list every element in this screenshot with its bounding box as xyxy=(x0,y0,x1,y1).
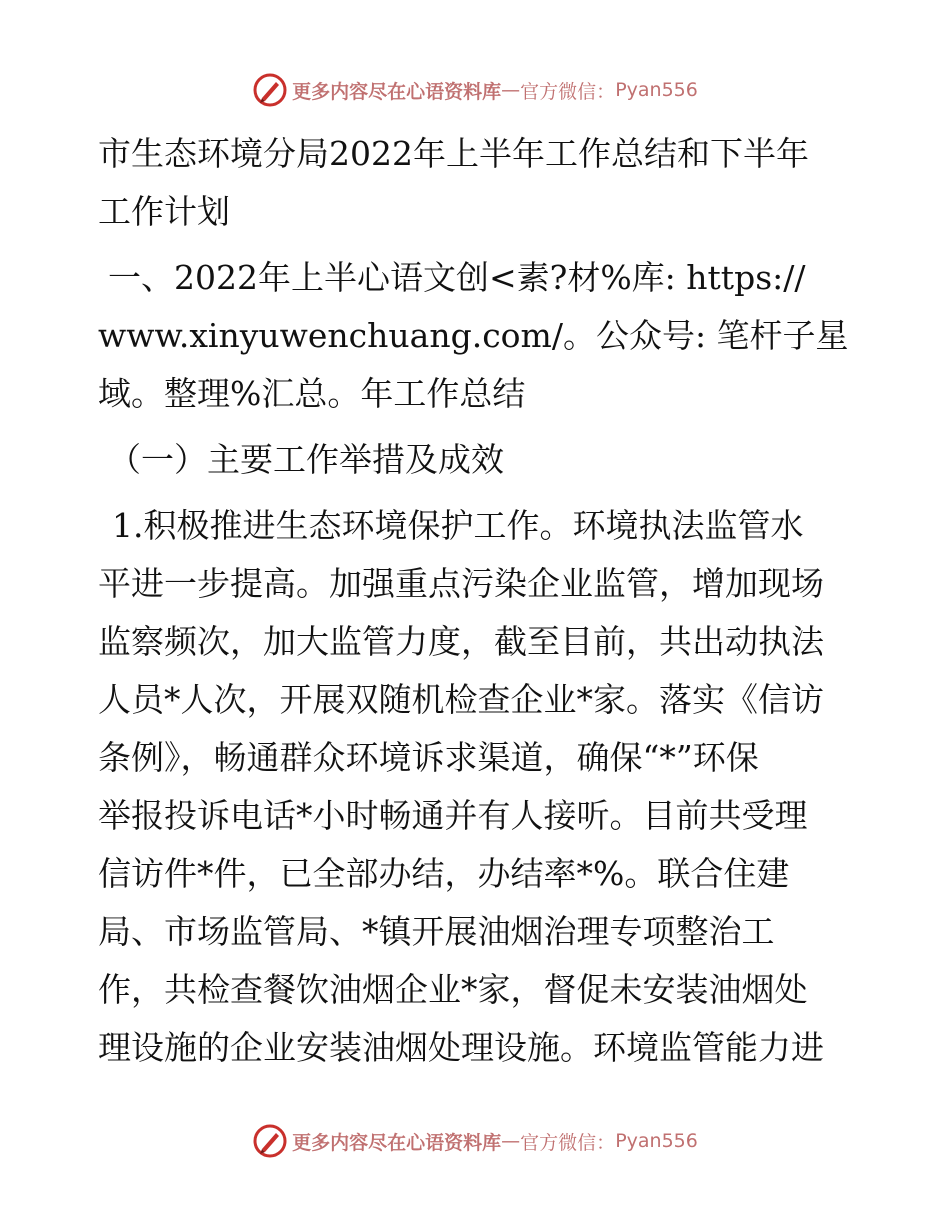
banner-separator: — xyxy=(501,79,521,101)
document-body xyxy=(98,125,858,1077)
section-heading-line-3: 域。整理%汇总。年工作总结 xyxy=(98,374,526,413)
banner-wechat-id: Pyan556 xyxy=(615,79,698,101)
paragraph-line: 1.积极推进生态环境保护工作。环境执法监管水 xyxy=(112,506,804,545)
header-watermark-banner xyxy=(0,70,950,110)
paragraph-line: 平进一步提高。加强重点污染企业监管，增加现场 xyxy=(98,564,824,603)
banner-separator: — xyxy=(501,1130,521,1152)
footer-watermark-banner xyxy=(0,1121,950,1161)
banner-brand-text: 更多内容尽在心语资料库 xyxy=(292,1131,502,1154)
paragraph-line: 监察频次，加大监管力度，截至目前，共出动执法 xyxy=(98,622,824,661)
banner-wechat-label: 官方微信： xyxy=(520,1131,616,1154)
section-heading-line-1: 一、2022年上半心语文创<素?材%库: https:// xyxy=(108,258,806,297)
subsection-heading: （一）主要工作举措及成效 xyxy=(108,440,504,479)
paragraph-line: 作，共检查餐饮油烟企业*家，督促未安装油烟处 xyxy=(98,970,808,1009)
paragraph-line: 理设施的企业安装油烟处理设施。环境监管能力进 xyxy=(98,1028,824,1067)
section-heading-line-2: www.xinyuwenchuang.com/。公众号: 笔杆子星 xyxy=(98,316,849,355)
document-title-line-1: 市生态环境分局2022年上半年工作总结和下半年 xyxy=(98,134,809,173)
banner-wechat-id: Pyan556 xyxy=(615,1130,698,1152)
paragraph-line: 条例》，畅通群众环境诉求渠道，确保“*”环保 xyxy=(98,738,759,777)
paragraph-line: 人员*人次，开展双随机检查企业*家。落实《信访 xyxy=(98,680,824,719)
pen-logo-icon xyxy=(252,1123,288,1159)
document-title-line-2: 工作计划 xyxy=(98,192,230,231)
paragraph-line: 局、市场监管局、*镇开展油烟治理专项整治工 xyxy=(98,912,775,951)
pen-logo-icon xyxy=(252,72,288,108)
banner-brand-text: 更多内容尽在心语资料库 xyxy=(292,80,502,103)
paragraph-line: 信访件*件，已全部办结，办结率*%。联合住建 xyxy=(98,854,790,893)
paragraph-line: 举报投诉电话*小时畅通并有人接听。目前共受理 xyxy=(98,796,808,835)
banner-wechat-label: 官方微信： xyxy=(520,80,616,103)
